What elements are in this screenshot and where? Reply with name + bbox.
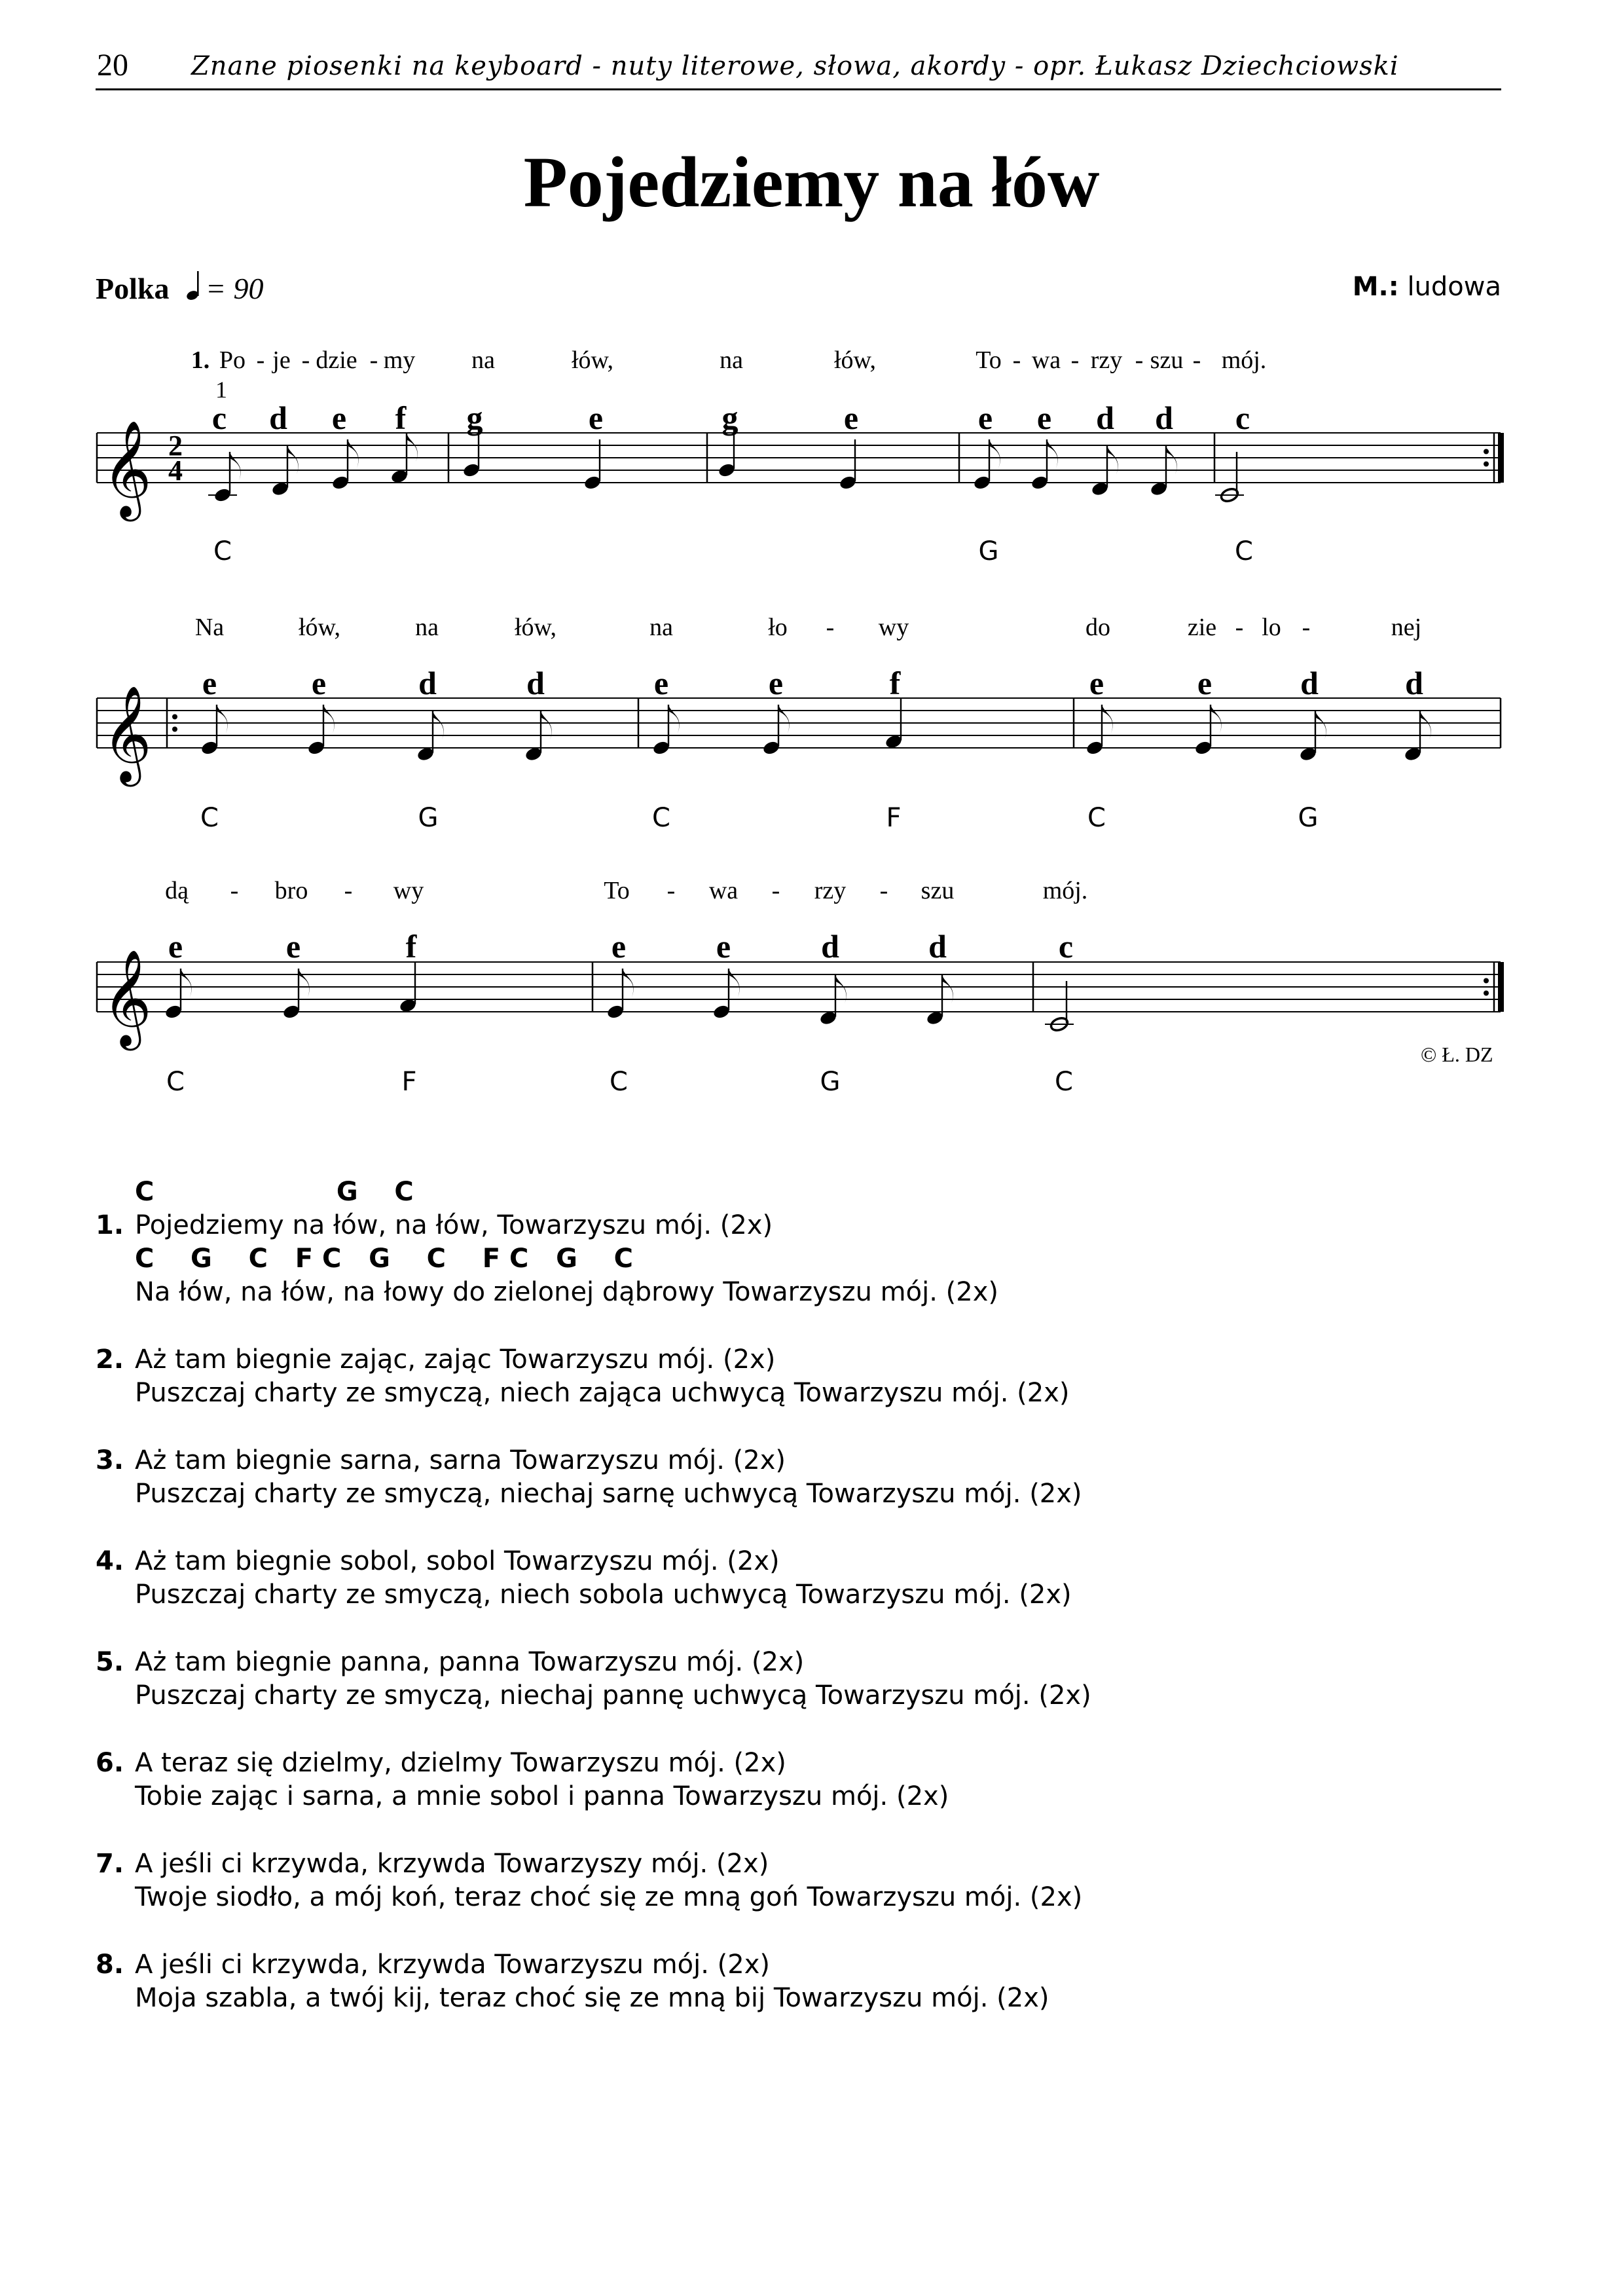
note-flag — [778, 705, 790, 733]
note-flag — [623, 969, 634, 997]
note-flag — [1102, 705, 1113, 733]
staff-system-1 — [97, 433, 1501, 483]
lyric-syllable: - — [301, 346, 310, 374]
chord-symbol: F — [886, 803, 902, 833]
lyric-syllable: To — [604, 877, 630, 904]
lyric-syllable: dą — [165, 877, 189, 904]
verse-chord-line: C G C — [135, 1177, 414, 1207]
lyric-syllable: - — [344, 877, 353, 904]
eighth-note — [390, 434, 418, 485]
verse-number: 5. — [96, 1647, 124, 1677]
verse-line: Puszczaj charty ze smyczą, niech zająca uchwycą Towarzyszu mój. (2x) — [135, 1378, 1070, 1408]
verse-7 — [96, 1847, 1091, 1914]
note-flag — [1211, 705, 1222, 733]
verse-line: Aż tam biegnie sobol, sobol Towarzyszu mój. (2x) — [135, 1546, 780, 1576]
verse-line: A teraz się dzielmy, dzielmy Towarzyszu mój. (2x) — [135, 1748, 786, 1778]
repeat-dot — [1484, 449, 1489, 454]
chord-symbol: G — [418, 803, 439, 833]
music-score — [0, 0, 1623, 1100]
chord-symbol: C — [213, 536, 232, 566]
chord-symbol: F — [401, 1067, 417, 1097]
lyric-syllable: - — [230, 877, 239, 904]
note-letter: e — [1036, 399, 1052, 436]
quarter-note — [839, 439, 858, 491]
lyric-syllable: na — [720, 346, 743, 374]
chord-symbol: G — [1298, 803, 1319, 833]
lyric-syllable: wa — [708, 877, 739, 904]
quarter-note — [399, 963, 418, 1014]
repeat-dot — [1484, 991, 1489, 996]
note-flag — [348, 439, 359, 468]
note-letter: g — [466, 399, 483, 436]
chord-symbol: C — [166, 1067, 185, 1097]
lyric-syllable: szu — [1150, 346, 1184, 374]
song-title: Pojedziemy na łów — [523, 142, 1100, 222]
note-letter: e — [653, 665, 669, 701]
note-letter: e — [331, 399, 347, 436]
lyric-syllable: lo — [1262, 614, 1281, 641]
note-flag — [217, 705, 228, 733]
lyric-syllable: ło — [768, 614, 788, 641]
eighth-note — [819, 975, 847, 1026]
lyric-syllable: na — [649, 614, 673, 641]
lyric-syllable: łów, — [514, 614, 557, 641]
note-letter: f — [405, 928, 417, 965]
verse-line: A jeśli ci krzywda, krzywda Towarzyszu mój. (2x) — [135, 1950, 770, 1980]
verse-number-label: 1. — [191, 346, 210, 374]
note-letter: e — [611, 928, 627, 965]
lyric-syllable: - — [879, 877, 888, 904]
time-signature-bottom: 4 — [168, 454, 183, 487]
lyric-syllable: bro — [274, 877, 308, 904]
verse-1 — [96, 1176, 1091, 1309]
note-letter: e — [285, 928, 301, 965]
verses — [96, 1176, 1091, 2015]
time-signature-top: 2 — [168, 430, 183, 462]
verse-number: 7. — [96, 1849, 124, 1879]
staff-system-3 — [97, 962, 1501, 1012]
treble-clef-icon: 𝄞 — [102, 420, 152, 517]
lyric-syllable: na — [471, 346, 495, 374]
lyric-syllable: - — [666, 877, 676, 904]
chord-symbol: C — [1055, 1067, 1073, 1097]
lyric-syllable: łów, — [298, 614, 341, 641]
note-letter: d — [1405, 665, 1423, 701]
copyright-notice: © Ł. DZ — [1421, 1043, 1493, 1066]
lyric-syllable: - — [1070, 346, 1080, 374]
note-letter: d — [269, 399, 287, 436]
half-note — [1215, 452, 1244, 504]
lyric-syllable: wy — [393, 877, 424, 904]
repeat-dot — [172, 727, 177, 732]
lyric-syllable: na — [415, 614, 439, 641]
verse-number: 4. — [96, 1546, 124, 1576]
note-letter: f — [395, 399, 407, 436]
verse-line: A jeśli ci krzywda, krzywda Towarzyszy mój. (2x) — [135, 1849, 769, 1879]
eighth-note — [416, 711, 444, 762]
note-letter: e — [843, 399, 859, 436]
note-letter: e — [1089, 665, 1104, 701]
eighth-note — [1404, 711, 1431, 762]
note-letter: e — [977, 399, 993, 436]
note-letter: d — [1096, 399, 1114, 436]
note-flag — [181, 969, 192, 997]
repeat-thick-bar — [1498, 962, 1504, 1012]
verse-4 — [96, 1545, 1091, 1612]
verse-line: Aż tam biegnie sarna, sarna Towarzyszu mój. (2x) — [135, 1445, 786, 1475]
treble-clef-icon: 𝄞 — [102, 685, 152, 783]
eighth-note — [1091, 446, 1118, 497]
note-flag — [299, 969, 310, 997]
verse-chord-line: C G C F C G C F C G C — [135, 1244, 633, 1274]
half-note — [1045, 981, 1074, 1033]
note-letter: e — [588, 399, 604, 436]
note-letter: f — [889, 665, 901, 701]
chord-symbol: C — [200, 803, 219, 833]
fingering-number: 1 — [215, 377, 227, 403]
composer-name: ludowa — [1407, 272, 1501, 302]
lyric-syllable: nej — [1391, 614, 1422, 641]
lyric-syllable: dzie — [316, 346, 357, 374]
verse-number: 1. — [96, 1210, 124, 1240]
repeat-dot — [1484, 978, 1489, 984]
lyric-syllable: To — [976, 346, 1002, 374]
verse-line: Pojedziemy na łów, na łów, Towarzyszu mój. (2x) — [135, 1210, 773, 1240]
repeat-dot — [1484, 462, 1489, 467]
verse-3 — [96, 1444, 1091, 1511]
note-letter: d — [928, 928, 947, 965]
verse-number: 8. — [96, 1950, 124, 1980]
lyric-syllable: wa — [1031, 346, 1061, 374]
lyric-syllable: - — [1235, 614, 1244, 641]
lyric-syllable: - — [771, 877, 780, 904]
verse-number: 2. — [96, 1344, 124, 1375]
note-letter: d — [1300, 665, 1319, 701]
lyric-syllable: do — [1085, 614, 1110, 641]
verse-line: Puszczaj charty ze smyczą, niechaj pannę uchwycą Towarzyszu mój. (2x) — [135, 1680, 1091, 1711]
composer-label: M.: — [1352, 272, 1399, 302]
chord-symbol: C — [652, 803, 670, 833]
lyric-syllable: - — [1302, 614, 1311, 641]
verse-5 — [96, 1646, 1091, 1713]
lyric-syllable: wy — [878, 614, 909, 641]
note-letter: e — [202, 665, 217, 701]
page-number: 20 — [97, 48, 128, 83]
verse-number: 6. — [96, 1748, 124, 1778]
verse-line: Moja szabla, a twój kij, teraz choć się ze mną bij Towarzyszu mój. (2x) — [135, 1983, 1049, 2013]
lyric-syllable: rzy — [814, 877, 847, 904]
verse-8 — [96, 1948, 1091, 2015]
note-flag — [668, 705, 680, 733]
note-flag — [230, 452, 241, 481]
lyric-syllable: łów, — [833, 346, 877, 374]
note-letter: c — [1058, 928, 1074, 965]
note-letter: d — [821, 928, 839, 965]
book-title: Znane piosenki na keyboard - nuty literowe, słowa, akordy - opr. Łukasz Dziechciowski — [191, 51, 1399, 81]
eighth-note — [208, 452, 241, 503]
chord-symbol: G — [978, 536, 999, 566]
verse-line: Puszczaj charty ze smyczą, niechaj sarnę uchwycą Towarzyszu mój. (2x) — [135, 1479, 1082, 1509]
note-letter: e — [311, 665, 327, 701]
chord-symbol: C — [1235, 536, 1253, 566]
quarter-note — [583, 439, 602, 491]
lyric-syllable: zie — [1187, 614, 1217, 641]
verse-line: Aż tam biegnie panna, panna Towarzyszu mój. (2x) — [135, 1647, 805, 1677]
lyric-syllable: szu — [921, 877, 955, 904]
chord-symbol: C — [1087, 803, 1106, 833]
tempo-label: Polka — [96, 272, 170, 305]
verse-6 — [96, 1747, 1091, 1813]
lyric-syllable: mój. — [1221, 346, 1267, 374]
note-flag — [989, 439, 1000, 468]
lyric-syllable: rzy — [1090, 346, 1123, 374]
lyric-syllable: - — [369, 346, 378, 374]
eighth-note — [271, 446, 299, 497]
note-flag — [323, 705, 335, 733]
repeat-thick-bar — [1498, 433, 1504, 483]
lyric-syllable: - — [1012, 346, 1021, 374]
note-letter: c — [211, 399, 227, 436]
lyric-syllable: Na — [194, 614, 225, 641]
lyric-syllable: - — [1192, 346, 1201, 374]
tempo-value: = 90 — [205, 272, 264, 305]
note-letter: d — [418, 665, 437, 701]
lyric-syllable: - — [826, 614, 835, 641]
eighth-note — [926, 975, 953, 1026]
lyric-syllable: Po — [219, 346, 246, 374]
lyric-syllable: - — [256, 346, 265, 374]
repeat-dot — [172, 714, 177, 720]
verse-line: Puszczaj charty ze smyczą, niech sobola uchwycą Towarzyszu mój. (2x) — [135, 1580, 1072, 1610]
eighth-note — [524, 711, 552, 762]
verse-number: 3. — [96, 1445, 124, 1475]
quarter-note — [884, 699, 903, 750]
lyric-syllable: - — [1135, 346, 1144, 374]
note-letter: c — [1235, 399, 1250, 436]
staff-system-2 — [97, 698, 1501, 748]
chord-symbol: G — [820, 1067, 841, 1097]
note-letter: d — [1155, 399, 1173, 436]
note-letter: e — [168, 928, 183, 965]
note-flag — [729, 969, 740, 997]
eighth-note — [1150, 446, 1177, 497]
lyric-syllable: my — [383, 346, 416, 374]
verse-line: Tobie zając i sarna, a mnie sobol i panna Towarzyszu mój. (2x) — [135, 1781, 949, 1811]
verse-line: Na łów, na łów, na łowy do zielonej dąbrowy Towarzyszu mój. (2x) — [135, 1277, 998, 1307]
note-letter: d — [526, 665, 545, 701]
note-letter: g — [721, 399, 739, 436]
lyric-syllable: łów, — [571, 346, 614, 374]
note-flag — [1047, 439, 1058, 468]
note-letter: e — [716, 928, 731, 965]
verse-2 — [96, 1343, 1091, 1410]
lyric-syllable: mój. — [1042, 877, 1088, 904]
eighth-note — [1299, 711, 1326, 762]
lyric-syllable: je — [272, 346, 291, 374]
verse-line: Twoje siodło, a mój koń, teraz choć się ze mną goń Towarzyszu mój. (2x) — [135, 1882, 1083, 1912]
treble-clef-icon: 𝄞 — [102, 949, 152, 1046]
note-letter: e — [1197, 665, 1213, 701]
note-letter: e — [768, 665, 784, 701]
verse-line: Aż tam biegnie zając, zając Towarzyszu mój. (2x) — [135, 1344, 776, 1375]
chord-symbol: C — [610, 1067, 628, 1097]
